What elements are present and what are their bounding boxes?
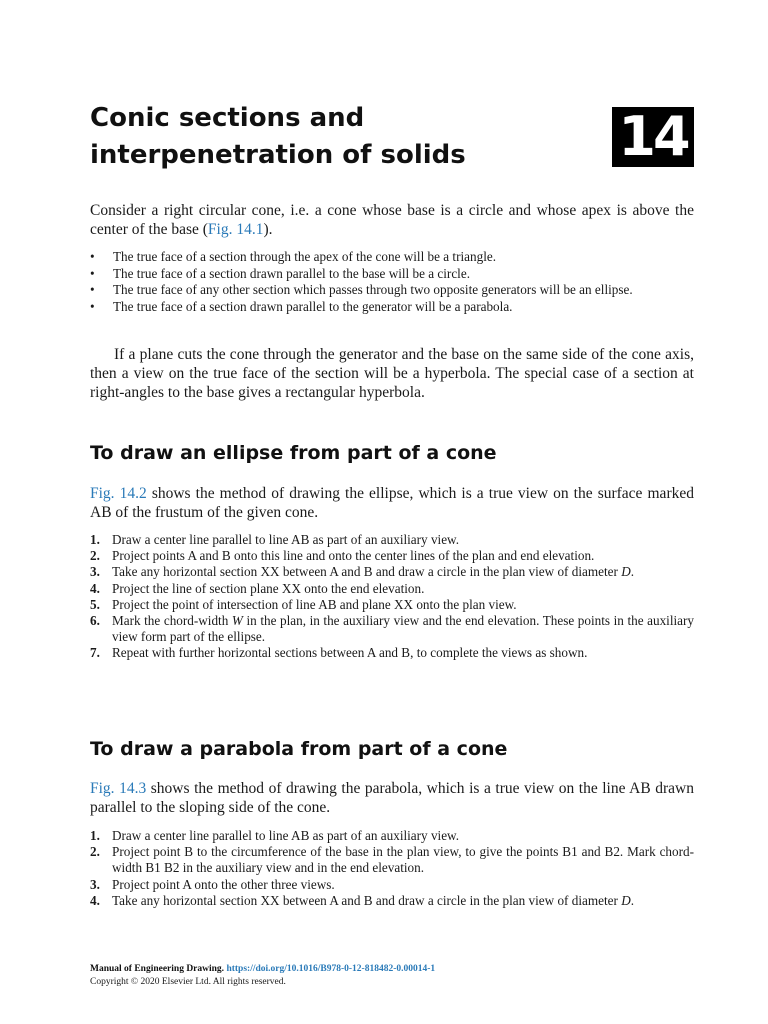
bullet-icon: • [90,265,95,281]
step-number: 3. [90,564,100,580]
cone-section-bullet-list [90,249,694,315]
chapter-number-badge: 14 [612,107,694,167]
fig-14-1-link[interactable]: Fig. 14.1 [207,221,264,238]
step-italic: D [621,564,631,580]
step-number: 4. [90,892,100,908]
ellipse-steps-list [90,532,694,662]
step-item [90,828,694,844]
step-text-after: . [630,564,635,580]
bullet-text: The true face of any other section which passes through two opposite generators will be an ellipse. [113,282,633,297]
step-item [90,645,694,661]
hyperbola-paragraph: If a plane cuts the cone through the generator and the base on the same side of the cone axis, then a view on the true face of the section will be a hyperbola. The special case of a section at right-angles to the base gives a rectangular hyperbola. [90,346,694,401]
step-number: 2. [90,548,100,564]
step-number: 4. [90,580,100,596]
fig-14-2-link[interactable]: Fig. 14.2 [90,485,147,502]
parabola-intro-text: shows the method of drawing the parabola, which is a true view on the line AB drawn parallel to the sloping side of the cone. [90,780,694,816]
step-item [90,564,694,580]
bullet-text: The true face of a section through the apex of the cone will be a triangle. [113,249,497,264]
step-item [90,893,694,909]
bullet-item [90,299,694,316]
footer-citation [90,963,435,975]
step-text: Project points A and B onto this line and onto the center lines of the plan and end elevation. [112,548,595,564]
step-item [90,548,694,564]
chapter-title [90,100,570,174]
step-number: 5. [90,596,100,612]
step-number: 3. [90,876,100,892]
parabola-steps-list [90,828,694,909]
ellipse-intro-paragraph [90,484,694,522]
ellipse-section-heading: To draw an ellipse from part of a cone [90,442,497,464]
bullet-item [90,282,694,299]
step-text: Project point A onto the other three views. [112,876,335,892]
footer-copyright: Copyright © 2020 Elsevier Ltd. All rights reserved. [90,977,286,987]
chapter-title-line2: interpenetration of solids [90,140,466,170]
step-text-after: in the plan, in the auxiliary view and the end elevation. These points in the auxiliary view form part of the ellipse. [112,613,695,645]
parabola-section-heading: To draw a parabola from part of a cone [90,738,508,760]
step-number: 1. [90,828,100,843]
step-text: Project the point of intersection of line AB and plane XX onto the plan view. [112,596,517,612]
step-number: 1. [90,532,100,547]
bullet-item [90,249,694,266]
step-italic: D [621,892,631,908]
step-italic: W [231,613,243,629]
step-text: Take any horizontal section XX between A and B and draw a circle in the plan view of diameter [112,564,622,580]
step-text-after: . [630,892,635,908]
step-item [90,877,694,893]
step-number: 6. [90,613,100,629]
step-item [90,613,694,645]
step-item [90,581,694,597]
footer-doi-link[interactable]: https://doi.org/10.1016/B978-0-12-818482-0.00014-1 [226,964,436,974]
step-number: 2. [90,844,100,860]
step-item [90,532,694,548]
bullet-text: The true face of a section drawn parallel to the base will be a circle. [113,265,470,281]
fig-14-3-link[interactable]: Fig. 14.3 [90,780,147,797]
bullet-icon: • [90,282,95,297]
bullet-icon: • [90,298,95,314]
step-text: Project the line of section plane XX onto the end elevation. [112,580,425,596]
bullet-text: The true face of a section drawn parallel to the generator will be a parabola. [113,298,513,314]
step-text: Project point B to the circumference of the base in the plan view, to give the points B1 and B2. Mark chord-width B1 B2 in the auxiliary view and in the end elevation. [112,844,694,876]
step-item [90,844,694,876]
chapter-title-line1: Conic sections and [90,103,365,133]
step-text: Mark the chord-width [112,613,232,629]
bullet-item [90,266,694,283]
footer-book-title: Manual of Engineering Drawing. [90,964,225,974]
step-text: Draw a center line parallel to line AB as part of an auxiliary view. [112,828,460,843]
step-text: Repeat with further horizontal sections between A and B, to complete the views as shown. [112,645,588,661]
bullet-icon: • [90,249,95,264]
step-text: Take any horizontal section XX between A and B and draw a circle in the plan view of diameter [112,892,622,908]
parabola-intro-paragraph [90,779,694,817]
intro-text-after: ). [263,221,273,238]
step-text: Draw a center line parallel to line AB as part of an auxiliary view. [112,532,460,547]
intro-paragraph [90,201,694,239]
ellipse-intro-text: shows the method of drawing the ellipse, which is a true view on the surface marked AB of the frustum of the given cone. [90,485,694,521]
step-number: 7. [90,645,100,661]
step-item [90,597,694,613]
intro-text-before: Consider a right circular cone, i.e. a cone whose base is a circle and whose apex is above the center of the base ( [90,202,694,238]
